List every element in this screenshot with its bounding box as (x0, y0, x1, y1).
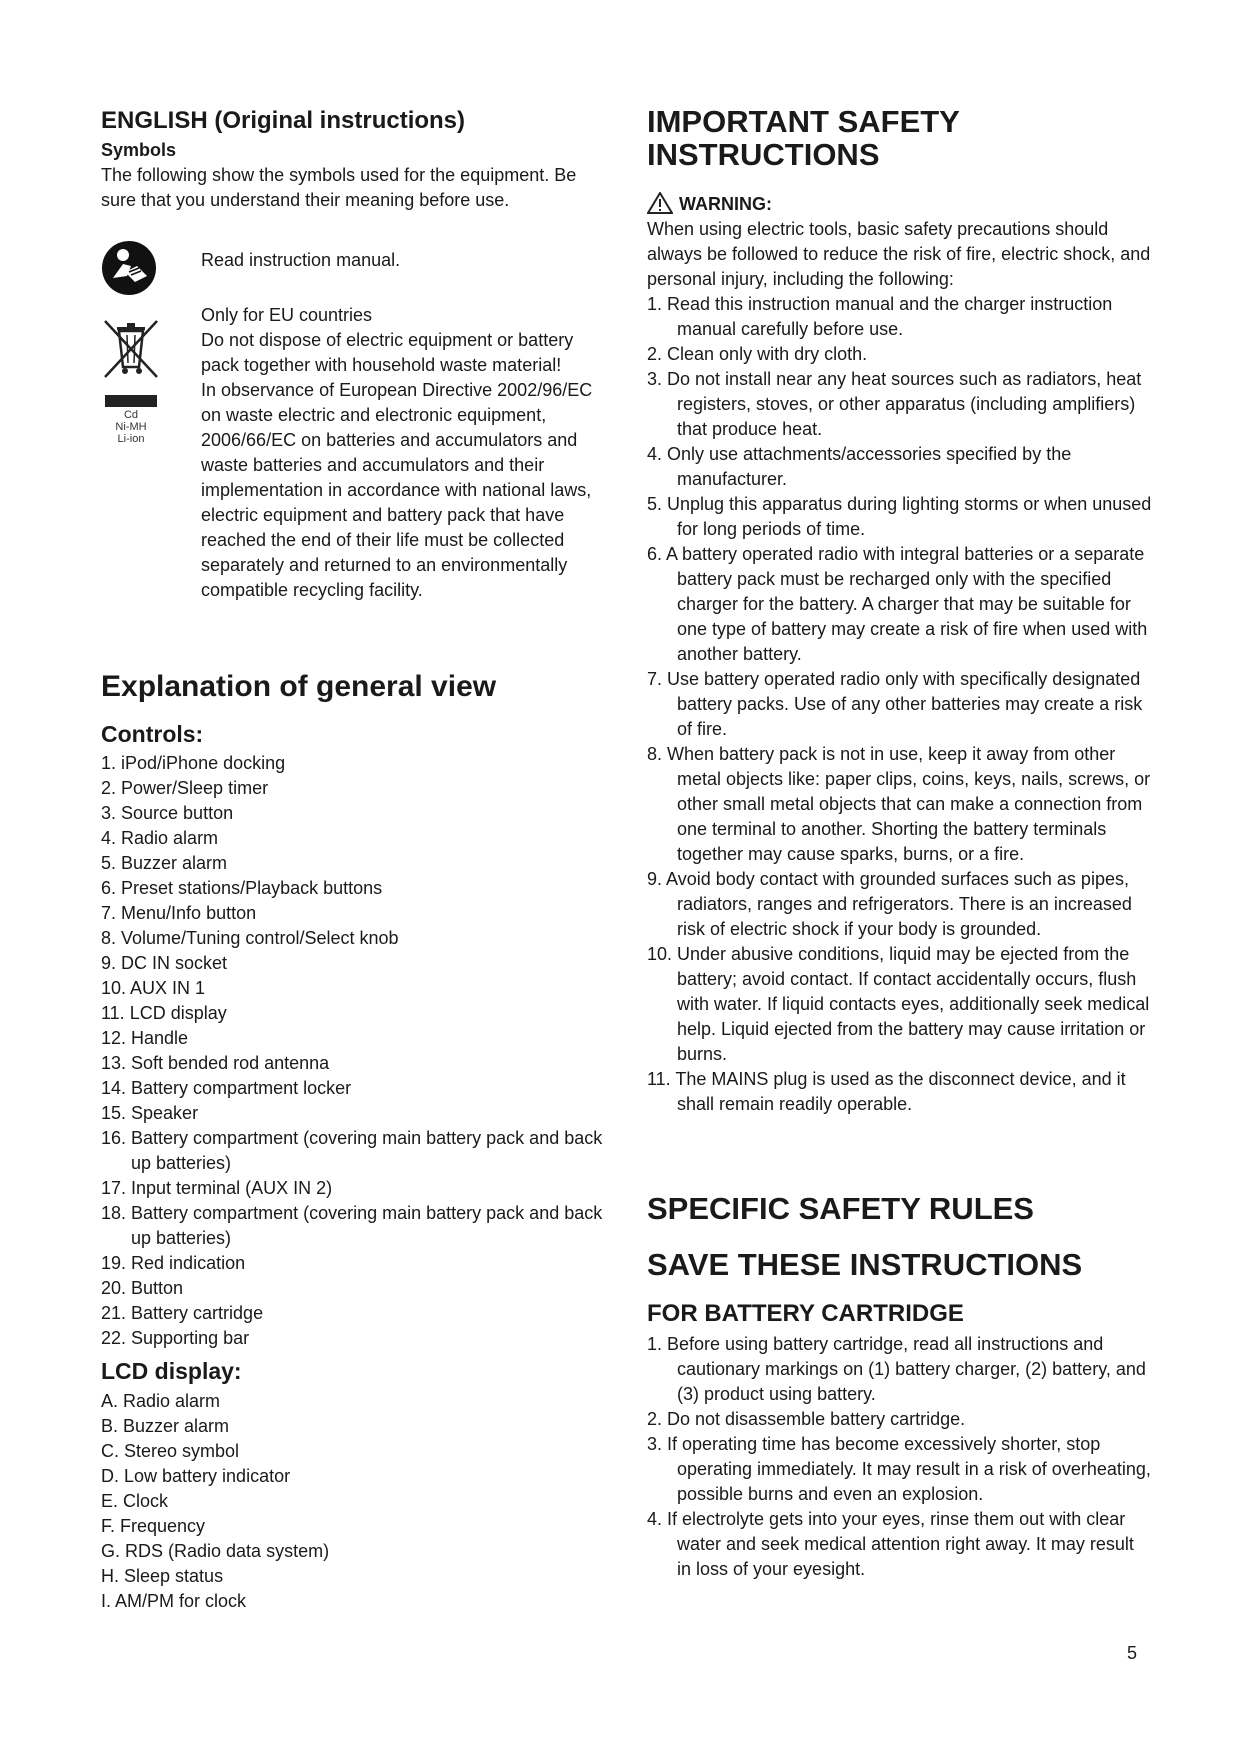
important-safety-title: IMPORTANT SAFETY INSTRUCTIONS (647, 104, 960, 172)
list-item: 2. Clean only with dry cloth. (647, 344, 868, 364)
list-item: 14. Battery compartment locker (101, 1078, 352, 1098)
list-item: 7. Use battery operated radio only with specifically designated battery packs. Use of any other batteries may create a risk of fire. (647, 669, 1143, 739)
list-item: 1. Before using battery cartridge, read all instructions and cautionary markings on (1) battery charger, (2) battery, and (3) product using battery. (647, 1334, 1146, 1404)
eu-line-directive: In observance of European Directive 2002/96/EC on waste electric and electronic equipment, 2006/66/EC on batteries and accumulators and waste batteries and accumulators and their implementation in accordance with national laws, electric equipment and battery pack that have reached the end of their life must be collected separately and returned to an environmentally compatible recycling facility. (201, 380, 593, 600)
list-item: 9. DC IN socket (101, 953, 228, 973)
list-item: A. Radio alarm (101, 1391, 221, 1411)
battery-cartridge-title: FOR BATTERY CARTRIDGE (647, 1300, 964, 1327)
save-instructions-title: SAVE THESE INSTRUCTIONS (647, 1247, 1083, 1282)
warning-text: When using electric tools, basic safety precautions should always be followed to reduce the risk of fire, electric shock, and personal injury, including the following: (647, 219, 1151, 289)
crossed-bin-icon (101, 317, 161, 381)
list-item: D. Low battery indicator (101, 1466, 291, 1486)
eu-line-dispose: Do not dispose of electric equipment or battery pack together with household waste material! (201, 330, 574, 375)
list-item: 3. If operating time has become excessively shorter, stop operating immediately. It may result in a risk of overheating, possible burns and even an explosion. (647, 1434, 1151, 1504)
list-item: 11. LCD display (101, 1003, 227, 1023)
list-item: H. Sleep status (101, 1566, 224, 1586)
list-item: 20. Button (101, 1278, 184, 1298)
list-item: B. Buzzer alarm (101, 1416, 230, 1436)
list-item: 9. Avoid body contact with grounded surfaces such as pipes, radiators, ranges and refrigerators. There is an increased risk of electric shock if your body is grounded. (647, 869, 1132, 939)
lcd-list (101, 1389, 611, 1614)
list-item: 1. Read this instruction manual and the charger instruction manual carefully before use. (647, 294, 1113, 339)
read-manual-icon (101, 240, 157, 296)
explanation-title: Explanation of general view (101, 670, 497, 703)
lcd-title: LCD display: (101, 1358, 242, 1384)
warning-triangle-icon (647, 192, 673, 214)
list-item: 3. Do not install near any heat sources such as radiators, heat registers, stoves, or other apparatus (including amplifiers) that produce heat. (647, 369, 1142, 439)
list-item: 8. Volume/Tuning control/Select knob (101, 928, 399, 948)
list-item: 22. Supporting bar (101, 1328, 250, 1348)
list-item: G. RDS (Radio data system) (101, 1541, 330, 1561)
battery-mark-nimh: Ni-MH (115, 421, 147, 433)
list-item: 5. Unplug this apparatus during lighting storms or when unused for long periods of time. (647, 494, 1152, 539)
list-item: C. Stereo symbol (101, 1441, 240, 1461)
list-item: 2. Do not disassemble battery cartridge. (647, 1409, 966, 1429)
list-item: 13. Soft bended rod antenna (101, 1053, 330, 1073)
language-title: ENGLISH (Original instructions) (101, 107, 466, 134)
list-item: 18. Battery compartment (covering main battery pack and back up batteries) (101, 1203, 603, 1248)
list-item: 17. Input terminal (AUX IN 2) (101, 1178, 333, 1198)
battery-type-marks (105, 409, 157, 445)
list-item: 16. Battery compartment (covering main battery pack and back up batteries) (101, 1128, 603, 1173)
list-item: 5. Buzzer alarm (101, 853, 228, 873)
list-item: 1. iPod/iPhone docking (101, 753, 286, 773)
list-item: 4. Only use attachments/accessories specified by the manufacturer. (647, 444, 1072, 489)
list-item: 2. Power/Sleep timer (101, 778, 269, 798)
list-item: 7. Menu/Info button (101, 903, 257, 923)
warning-heading (647, 192, 772, 215)
list-item: 3. Source button (101, 803, 234, 823)
read-manual-text: Read instruction manual. (201, 250, 401, 270)
list-item: F. Frequency (101, 1516, 206, 1536)
list-item: 12. Handle (101, 1028, 189, 1048)
list-item: 19. Red indication (101, 1253, 246, 1273)
list-item: 21. Battery cartridge (101, 1303, 264, 1323)
list-item: 6. A battery operated radio with integral batteries or a separate battery pack must be recharged only with the specified charger for the battery. A charger that may be suitable for one type of battery may create a risk of fire when used with another battery. (647, 544, 1148, 664)
list-item: E. Clock (101, 1491, 169, 1511)
symbols-intro: The following show the symbols used for the equipment. Be sure that you understand their meaning before use. (101, 165, 577, 210)
list-item: 10. Under abusive conditions, liquid may be ejected from the battery; avoid contact. If contact accidentally occurs, flush with water. If liquid contacts eyes, additionally seek medical help. Liquid ejected from the battery may cause irritation or burns. (647, 944, 1150, 1064)
battery-mark-cd: Cd (123, 409, 139, 421)
battery-mark-liion: Li-ion (117, 433, 145, 445)
symbol-row-eu-disposal (101, 303, 601, 663)
list-item: I. AM/PM for clock (101, 1591, 247, 1611)
warning-label: WARNING: (679, 194, 772, 214)
specific-safety-title: SPECIFIC SAFETY RULES (647, 1191, 1034, 1226)
list-item: 8. When battery pack is not in use, keep it away from other metal objects like: paper clips, coins, keys, nails, screws, or other small metal objects that can make a connection from one terminal to another. Shorting the battery terminals together may cause sparks, burns, or a fire. (647, 744, 1151, 864)
list-item: 15. Speaker (101, 1103, 199, 1123)
list-item: 11. The MAINS plug is used as the disconnect device, and it shall remain readily operable. (647, 1069, 1126, 1114)
controls-list (101, 751, 611, 1351)
controls-title: Controls: (101, 721, 204, 747)
list-item: 6. Preset stations/Playback buttons (101, 878, 383, 898)
list-item: 4. If electrolyte gets into your eyes, rinse them out with clear water and seek medical attention right away. It may result in loss of your eyesight. (647, 1509, 1134, 1579)
list-item: 4. Radio alarm (101, 828, 219, 848)
eu-line-countries: Only for EU countries (201, 305, 373, 325)
symbols-label: Symbols (101, 140, 177, 160)
page-number: 5 (1126, 1643, 1137, 1663)
eu-disposal-text (201, 303, 601, 603)
symbol-row-read-manual (101, 240, 601, 300)
list-item: 10. AUX IN 1 (101, 978, 206, 998)
disposal-bar-mark (105, 395, 157, 407)
safety-list (647, 292, 1152, 1117)
battery-list (647, 1332, 1152, 1582)
